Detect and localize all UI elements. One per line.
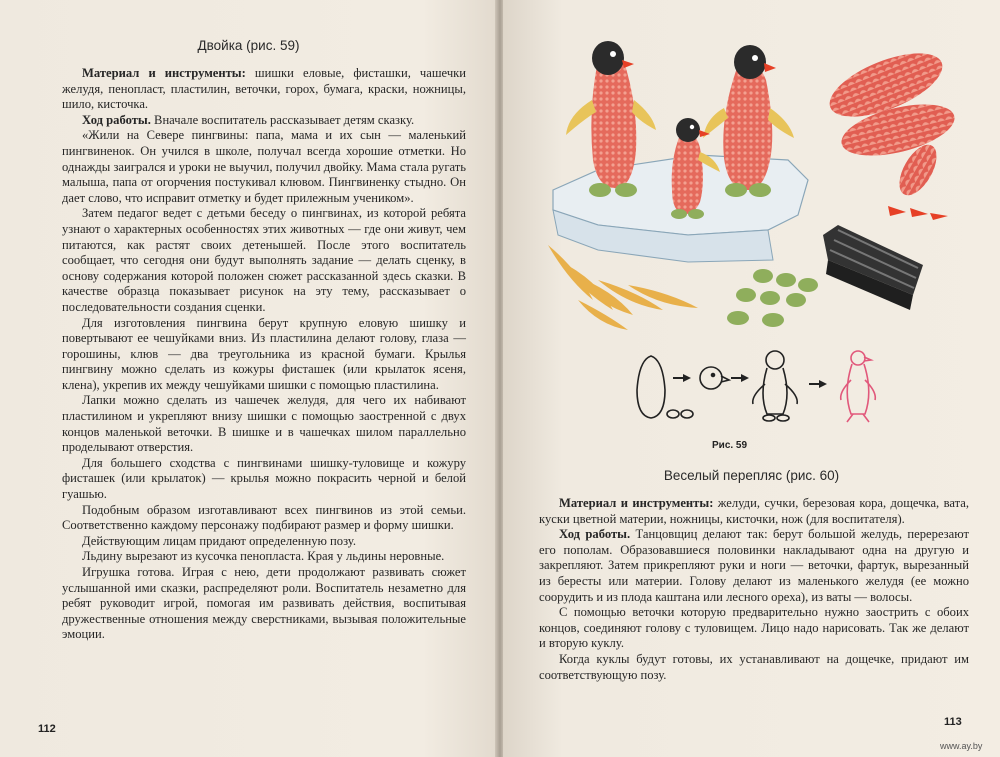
- beak-piece-icon: [888, 206, 906, 216]
- paragraph-text: С помощью веточки которую предварительно нужно заострить с обоих концов, соединяют голову с туловищем. Лицо надо нарисовать. Так же делают и вторую куклу.: [539, 605, 969, 651]
- paragraph-text: Для изготовления пингвина берут крупную еловую шишку и повертывают ее чешуйками вниз. Из пластилина делают голову, глаза — горошины, клюв — два треугольника из красной бумаги. Крылья пингвину можно сделать из кожуры фисташек (или крылаток ясеня, клена), укрепив их между чешуйками шишки с помощью пластилина.: [62, 315, 466, 392]
- paragraph-text: Действующим лицам придают определенную позу.: [82, 533, 356, 548]
- paragraph-text: Льдину вырезают из кусочка пенопласта. Края у льдины неровные.: [82, 549, 445, 564]
- spruce-cones-icon: [821, 40, 958, 201]
- penguin-steps-diagram: [633, 350, 953, 428]
- watermark: www.ay.by: [940, 741, 983, 751]
- right-page-title: Веселый перепляс (рис. 60): [663, 468, 840, 483]
- penguin-scene-illustration: [538, 30, 958, 340]
- paragraph: [62, 113, 466, 129]
- step-penguin-icon: [753, 351, 798, 421]
- right-page: [503, 0, 1000, 757]
- step-final-penguin-icon: [841, 351, 876, 422]
- peas-icon: [727, 269, 818, 327]
- arrow-right-icon: [741, 374, 749, 382]
- paragraph-text: Затем педагог ведет с детьми беседу о пингвинах, из которой ребята узнают о характерных особенностях этих животных — где они живут, чем питаются, как растят своих детенышей. После этого воспитатель сообщает, что сегодня они будут выполнять задание — делать сценку, в основу содержания которой положен сюжет рассказанной здесь сказки. В качестве образца показывает рисунок на эту тему, рассказывает о последовательности создания сценки.: [62, 206, 466, 314]
- paragraph: [62, 565, 466, 643]
- paragraph: [62, 206, 466, 315]
- paragraph-label: Материал и инструменты:: [559, 496, 714, 510]
- figure-caption: Рис. 59: [712, 440, 748, 451]
- left-page: [0, 0, 497, 757]
- paragraph: [539, 496, 969, 527]
- arrow-right-icon: [683, 374, 691, 382]
- paragraph: [62, 128, 466, 206]
- paragraph-text: «Жили на Севере пингвины: папа, мама и их сын — маленький пингвиненок. Он учился в школе, получал всегда хорошие отметки. Но однажды заигрался и уроки не выучил, получил двойку. Мама стала ругать малыша, папа от огорчения постукивал клювом. Пингвиненку стыдно. Он дает слово, что исправит отметку и будет прилежным учеником».: [62, 128, 466, 205]
- paragraph: [539, 652, 969, 683]
- paragraph-text: Танцовщиц делают так: берут большой желудь, перерезают его пополам. Образовавшиеся половинки накладывают одна на другую и закрепляют. Затем прикрепляют руки и ноги — веточки, фартук, вырезанный из бересты или материи. Голову делают из маленького желудя (ее можно соорудить и из плода каштана или лесного ореха), из ваты — волосы.: [539, 527, 969, 604]
- paragraph: [62, 503, 466, 534]
- arrow-right-icon: [819, 380, 827, 388]
- paragraph: [539, 527, 969, 605]
- plasticine-block-icon: [823, 225, 923, 310]
- paragraph: [62, 316, 466, 394]
- paragraph-label: Материал и инструменты:: [82, 66, 246, 80]
- page-number-left: 112: [38, 723, 56, 735]
- paragraph: [62, 549, 466, 565]
- paragraph-text: Подобным образом изготавливают всех пингвинов из этой семьи. Соответственно каждому персонажу подбирают размер и форму шишки.: [62, 502, 466, 533]
- paragraph: [62, 456, 466, 503]
- paragraph-text: Для большего сходства с пингвинами шишку-туловище и кожуру фисташек (или крылаток) — крылья можно покрасить черной и белой гуашью.: [62, 455, 466, 502]
- paragraph-text: Игрушка готова. Играя с нею, дети продолжают развивать сюжет услышанной ими сказки, распределяют роли. Воспитатель незаметно для ребят руководит игрой, помогая им развивать действия, воспитывая дружественные отношения между сверстниками, вызывая положительные эмоции.: [62, 565, 466, 642]
- paragraph-text: Когда куклы будут готовы, их устанавливают на дощечке, придают им соответствующую позу.: [539, 651, 969, 682]
- paragraph: [62, 534, 466, 550]
- paragraph: [62, 66, 466, 113]
- paragraph: [62, 393, 466, 455]
- paragraph: [539, 605, 969, 652]
- paragraph-text: Лапки можно сделать из чашечек желудя, для чего их набивают пластилином и укрепляют внизу шишки с помощью заостренной с двух концов маленькой веточки. В шишке и в чашечках шилом параллельно проделывают отверстия.: [62, 393, 466, 455]
- paragraph-label: Ход работы.: [82, 112, 151, 127]
- left-page-title: Двойка (рис. 59): [197, 38, 300, 53]
- left-page-text: [62, 66, 466, 643]
- page-number-right: 113: [944, 716, 962, 728]
- paragraph-text: желуди, сучки, березовая кора, дощечка, вата, куски цветной материи, ножницы, кисточки, нож (для воспитателя).: [539, 496, 970, 526]
- paragraph-text: шишки еловые, фисташки, чашечки желудя, пенопласт, пластилин, веточки, горох, бумага, краски, ножницы, шило, кисточка.: [62, 66, 467, 112]
- paragraph-text: Вначале воспитатель рассказывает детям сказку.: [150, 112, 415, 127]
- step-head-icon: [700, 367, 729, 389]
- right-page-text: [539, 496, 969, 683]
- paragraph-label: Ход работы.: [559, 527, 631, 542]
- step-cone-icon: [637, 356, 693, 418]
